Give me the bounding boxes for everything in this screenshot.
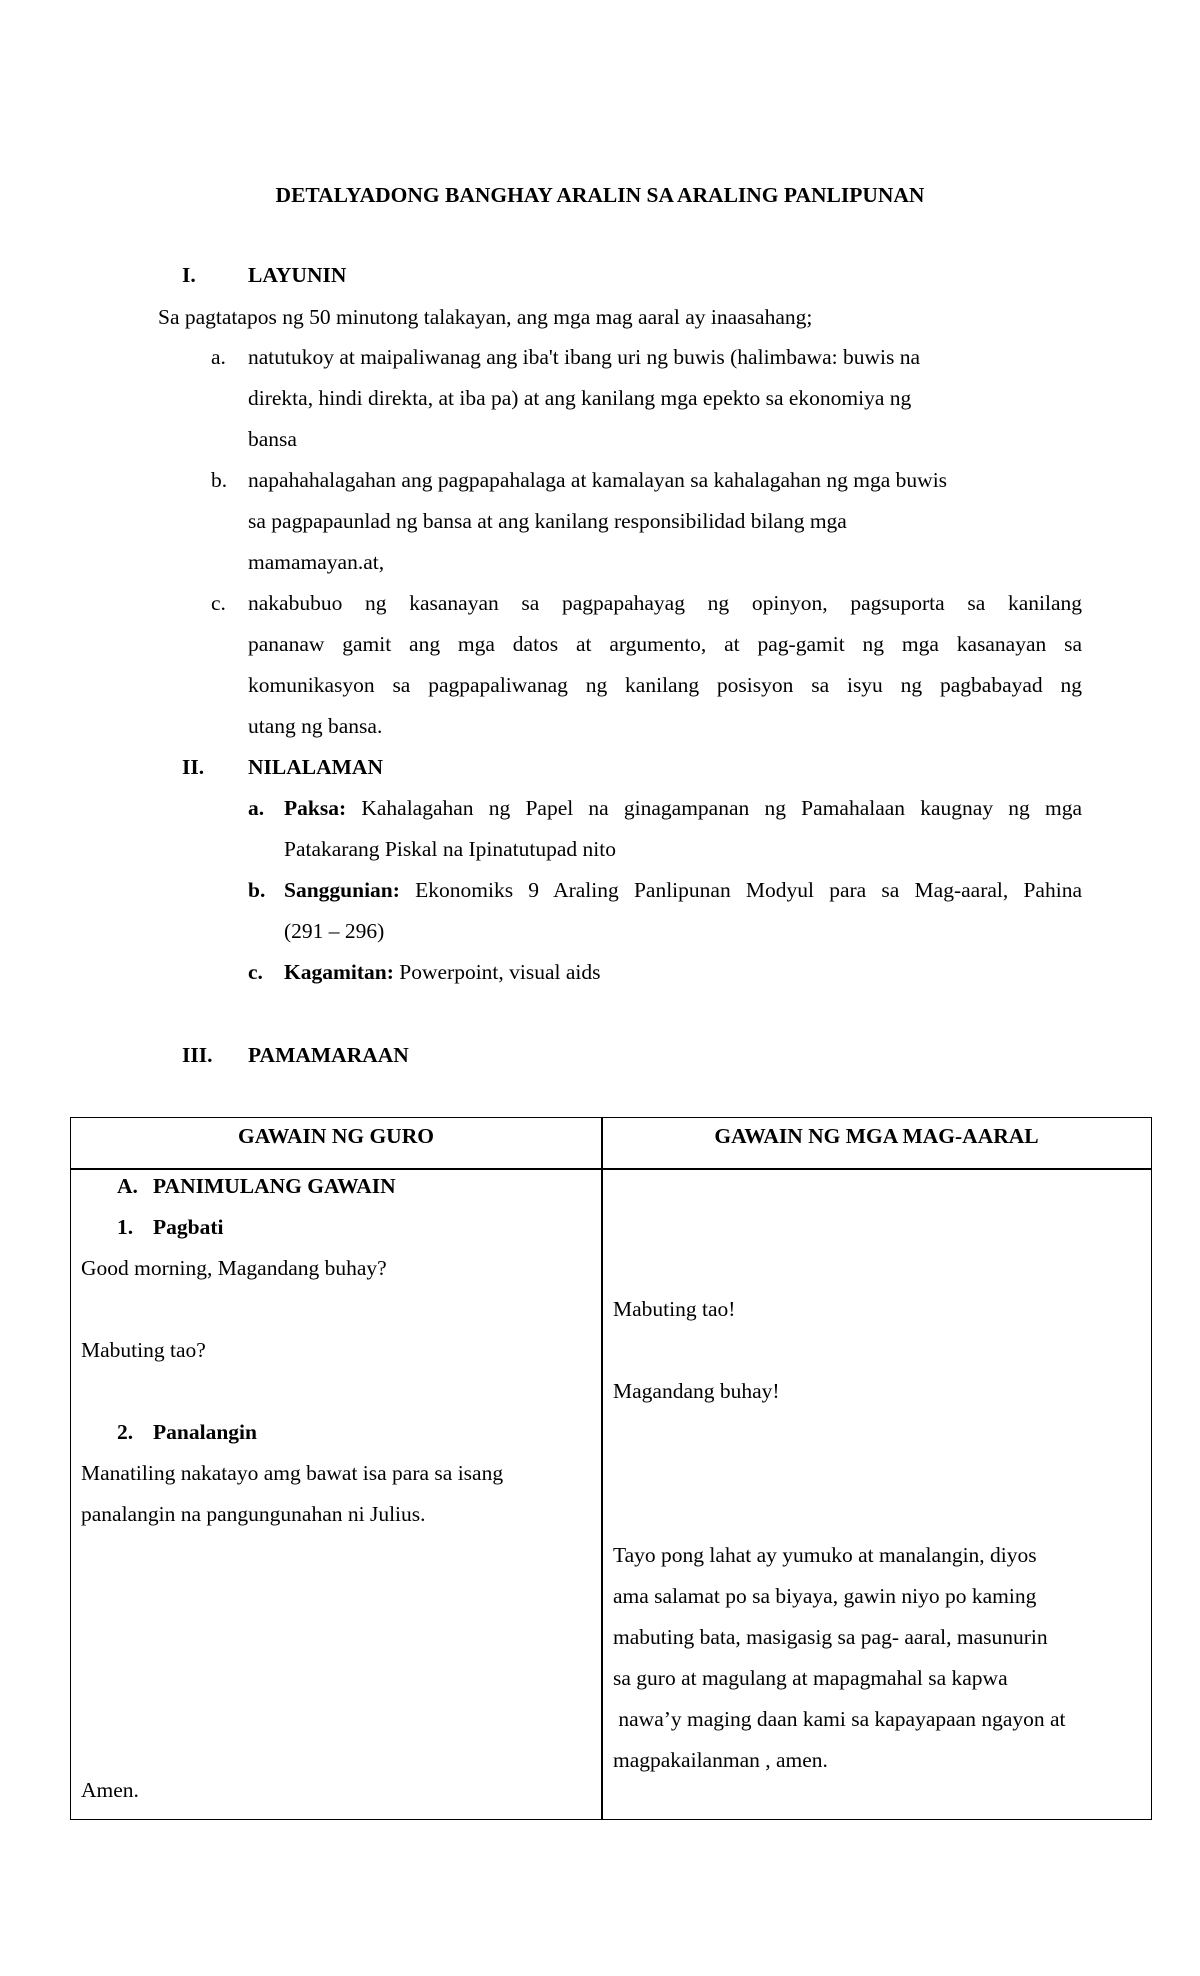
layunin-item-b-line-3: mamamayan.at,	[248, 550, 385, 574]
mag-aaral-reply-2: Magandang buhay!	[613, 1379, 780, 1403]
activity-table	[70, 1117, 1152, 1820]
nilalaman-item-a-text: Kahalagahan ng Papel na ginagampanan ng Pamahalaan kaugnay ng mga	[346, 796, 1082, 820]
table-header-divider	[71, 1168, 1151, 1170]
nilalaman-item-b-label: Sanggunian:	[284, 878, 400, 902]
layunin-item-b-line-2: sa pagpapaunlad ng bansa at ang kanilang responsibilidad bilang mga	[248, 509, 847, 533]
nilalaman-item-c-label: Kagamitan:	[284, 960, 394, 984]
mag-aaral-prayer-line-6: magpakailanman , amen.	[613, 1748, 828, 1772]
guro-prayer-intro-line-2: panalangin na pangungunahan ni Julius.	[81, 1502, 426, 1526]
nilalaman-item-c-letter: c.	[248, 960, 263, 984]
nilalaman-item-a-line-1	[284, 796, 1082, 821]
section-numeral-iii: III.	[182, 1043, 213, 1067]
nilalaman-item-b-line-1	[284, 878, 1082, 903]
guro-prayer-intro-line-1: Manatiling nakatayo amg bawat isa para sa isang	[81, 1461, 504, 1485]
mag-aaral-prayer-line-5: nawa’y maging daan kami sa kapayapaan ngayon at	[613, 1707, 1066, 1731]
nilalaman-item-b-text: Ekonomiks 9 Araling Panlipunan Modyul para sa Mag-aaral, Pahina	[399, 878, 1082, 902]
table-header-mag-aaral: GAWAIN NG MGA MAG-AARAL	[714, 1124, 1039, 1148]
nilalaman-item-a-line-2: Patakarang Piskal na Ipinatutupad nito	[284, 837, 616, 861]
nilalaman-item-c-text: Powerpoint, visual aids	[393, 960, 601, 984]
layunin-item-a-line-3: bansa	[248, 427, 297, 451]
layunin-item-a-line-2: direkta, hindi direkta, at iba pa) at ang kanilang mga epekto sa ekonomiya ng	[248, 386, 912, 410]
layunin-item-c-line-2: pananaw gamit ang mga datos at argumento, at pag-gamit ng mga kasanayan sa	[248, 632, 1082, 656]
section-heading-layunin: LAYUNIN	[248, 263, 347, 287]
guro-step1-title: Pagbati	[153, 1215, 224, 1239]
mag-aaral-reply-1: Mabuting tao!	[613, 1297, 736, 1321]
guro-amen: Amen.	[81, 1778, 139, 1802]
guro-section-title: PANIMULANG GAWAIN	[153, 1174, 396, 1198]
table-column-divider	[601, 1118, 603, 1819]
layunin-item-c-letter: c.	[211, 591, 226, 615]
section-numeral-ii: II.	[182, 755, 205, 779]
layunin-item-c-line-3: komunikasyon sa pagpapaliwanag ng kanilang posisyon sa isyu ng pagbabayad ng	[248, 673, 1082, 697]
layunin-item-c-line-1: nakabubuo ng kasanayan sa pagpapahayag ng opinyon, pagsuporta sa kanilang	[248, 591, 1082, 615]
nilalaman-item-a-label: Paksa:	[284, 796, 347, 820]
layunin-item-a-letter: a.	[211, 345, 226, 369]
guro-section-letter: A.	[117, 1174, 138, 1198]
guro-question: Mabuting tao?	[81, 1338, 206, 1362]
table-header-guro: GAWAIN NG GURO	[238, 1124, 434, 1148]
nilalaman-item-b-line-2: (291 – 296)	[284, 919, 385, 943]
nilalaman-item-c-line-1	[284, 960, 601, 985]
nilalaman-item-b-letter: b.	[248, 878, 266, 902]
section-numeral-i: I.	[182, 263, 196, 287]
nilalaman-item-a-letter: a.	[248, 796, 265, 820]
mag-aaral-prayer-line-1: Tayo pong lahat ay yumuko at manalangin, diyos	[613, 1543, 1037, 1567]
section-heading-nilalaman: NILALAMAN	[248, 755, 383, 779]
mag-aaral-prayer-line-3: mabuting bata, masigasig sa pag- aaral, masunurin	[613, 1625, 1048, 1649]
guro-step1-number: 1.	[117, 1215, 134, 1239]
guro-step2-title: Panalangin	[153, 1420, 257, 1444]
layunin-item-c-line-4: utang ng bansa.	[248, 714, 383, 738]
layunin-item-a-line-1: natutukoy at maipaliwanag ang iba't ibang uri ng buwis (halimbawa: buwis na	[248, 345, 921, 369]
mag-aaral-prayer-line-2: ama salamat po sa biyaya, gawin niyo po kaming	[613, 1584, 1037, 1608]
document-title: DETALYADONG BANGHAY ARALIN SA ARALING PANLIPUNAN	[275, 183, 925, 207]
layunin-item-b-line-1: napahahalagahan ang pagpapahalaga at kamalayan sa kahalagahan ng mga buwis	[248, 468, 948, 492]
mag-aaral-prayer-line-4: sa guro at magulang at mapagmahal sa kapwa	[613, 1666, 1008, 1690]
guro-step2-number: 2.	[117, 1420, 134, 1444]
layunin-intro: Sa pagtatapos ng 50 minutong talakayan, ang mga mag aaral ay inaasahang;	[158, 305, 813, 329]
section-heading-pamamaraan: PAMAMARAAN	[248, 1043, 409, 1067]
guro-greeting: Good morning, Magandang buhay?	[81, 1256, 387, 1280]
layunin-item-b-letter: b.	[211, 468, 228, 492]
